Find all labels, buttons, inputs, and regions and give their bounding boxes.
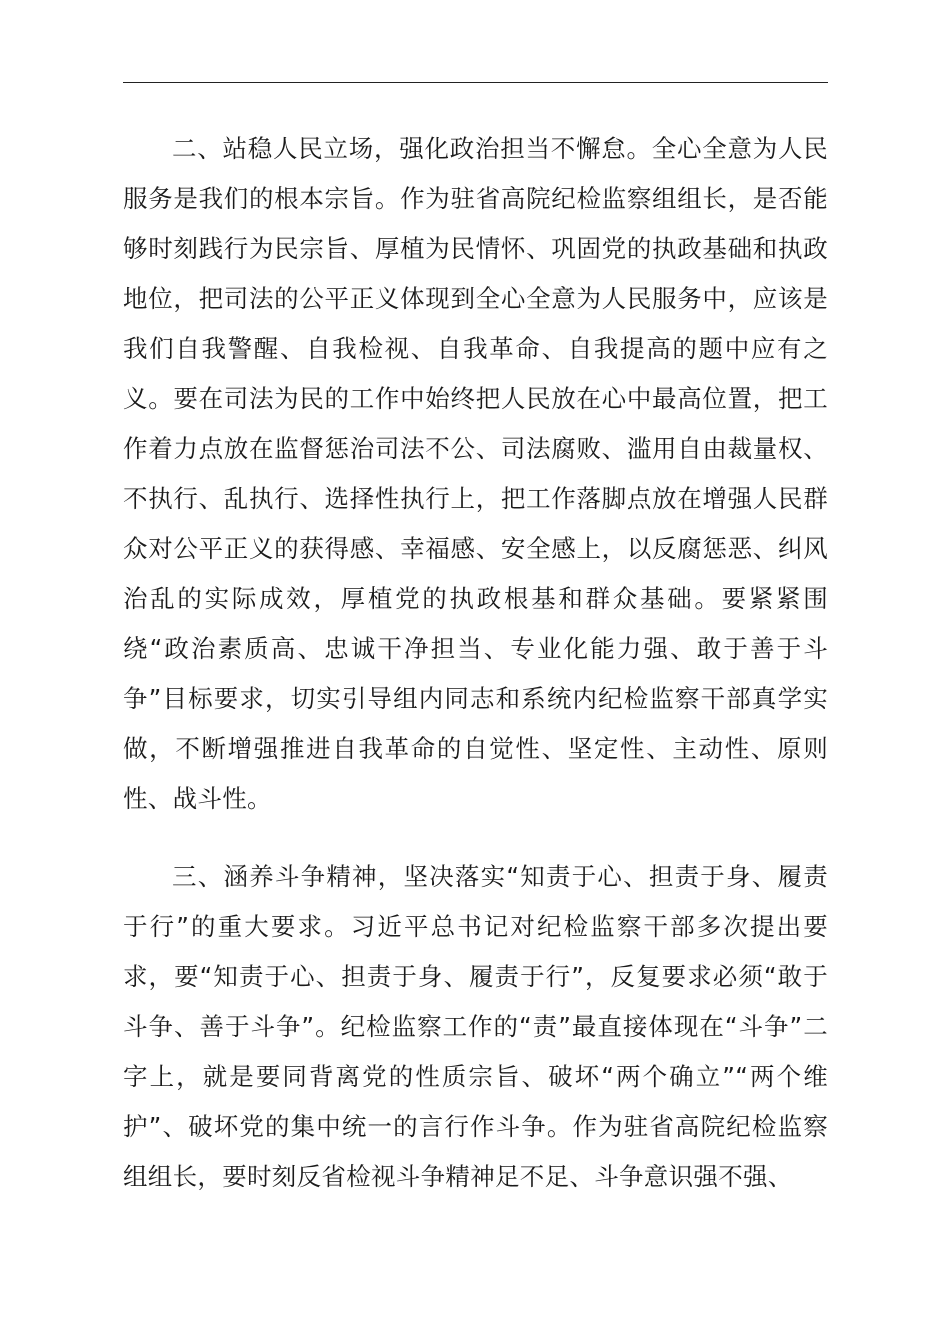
- header-rule: [123, 82, 828, 83]
- document-body: [123, 124, 828, 1202]
- paragraph-political-stance: 二、站稳人民立场，强化政治担当不懈怠。全心全意为人民服务是我们的根本宗旨。作为驻省高院纪检监察组组长，是否能够时刻践行为民宗旨、厚植为民情怀、巩固党的执政基础和执政地位，把司法的公平正义体现到全心全意为人民服务中，应该是我们自我警醒、自我检视、自我革命、自我提高的题中应有之义。要在司法为民的工作中始终把人民放在心中最高位置，把工作着力点放在监督惩治司法不公、司法腐败、滥用自由裁量权、不执行、乱执行、选择性执行上，把工作落脚点放在增强人民群众对公平正义的获得感、幸福感、安全感上，以反腐惩恶、纠风治乱的实际成效，厚植党的执政根基和群众基础。要紧紧围绕“政治素质高、忠诚干净担当、专业化能力强、敢于善于斗争”目标要求，切实引导组内同志和系统内纪检监察干部真学实做，不断增强推进自我革命的自觉性、坚定性、主动性、原则性、战斗性。: [123, 134, 828, 813]
- paragraph-struggle-spirit: 三、涵养斗争精神，坚决落实“知责于心、担责于身、履责于行”的重大要求。习近平总书记对纪检监察干部多次提出要求，要“知责于心、担责于身、履责于行”，反复要求必须“敢于斗争、善于斗争”。纪检监察工作的“责”最直接体现在“斗争”二字上，就是要同背离党的性质宗旨、破坏“两个确立”“两个维护”、破坏党的集中统一的言行作斗争。作为驻省高院纪检监察组组长，要时刻反省检视斗争精神足不足、斗争意识强不强、: [123, 862, 828, 1191]
